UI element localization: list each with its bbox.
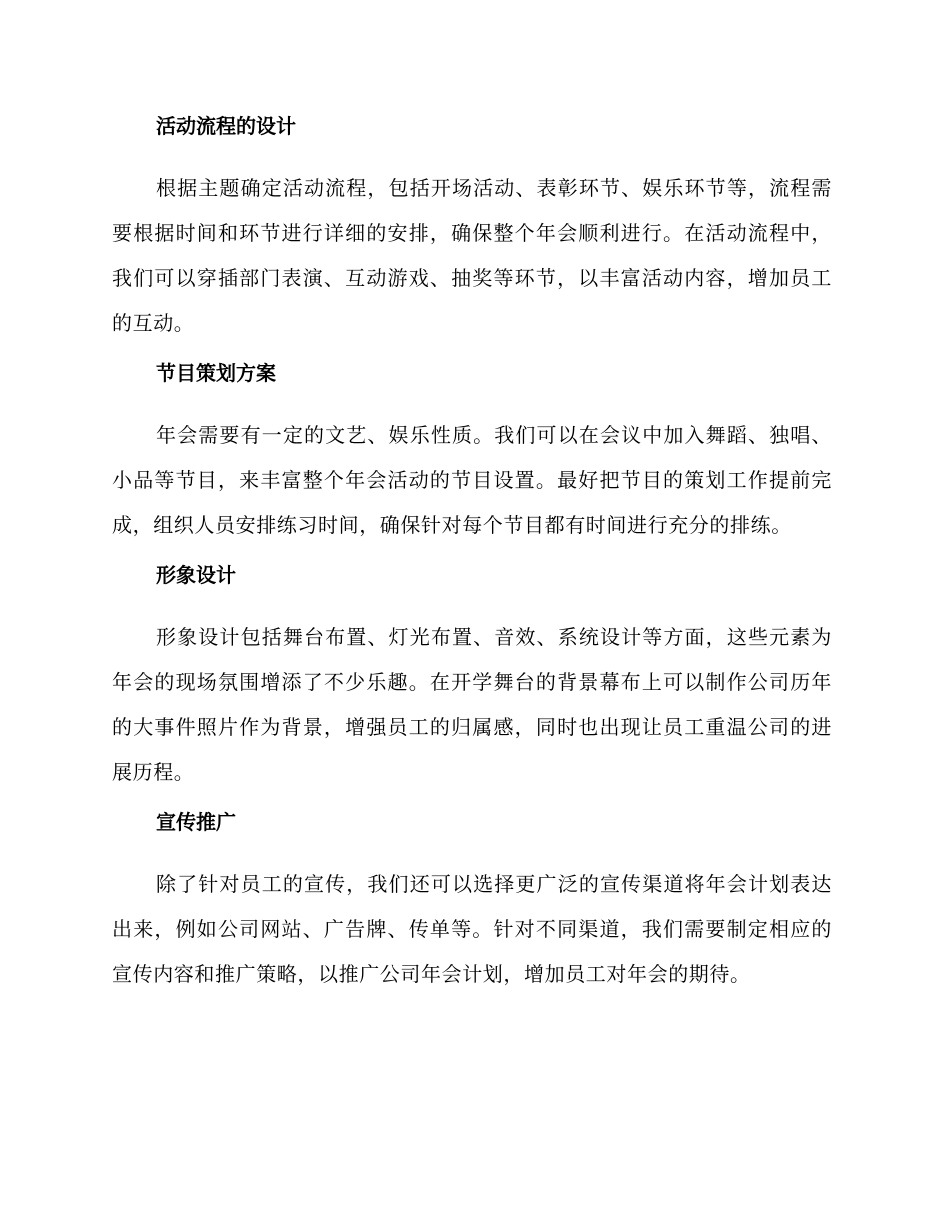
section-body-promotion: 除了针对员工的宣传，我们还可以选择更广泛的宣传渠道将年会计划表达出来，例如公司网站、广告牌、传单等。针对不同渠道，我们需要制定相应的宣传内容和推广策略，以推广公司年会计划，增加员工对年会的期待。 xyxy=(112,872,832,986)
section-heading-program-planning: 节目策划方案 xyxy=(156,361,276,385)
section-heading-image-design: 形象设计 xyxy=(156,563,236,587)
section-body-activity-flow: 根据主题确定活动流程，包括开场活动、表彰环节、娱乐环节等，流程需要根据时间和环节进行详细的安排，确保整个年会顺利进行。在活动流程中，我们可以穿插部门表演、互动游戏、抽奖等环节，以丰富活动内容，增加员工的互动。 xyxy=(112,176,832,335)
section-heading-activity-flow: 活动流程的设计 xyxy=(156,114,296,138)
section-body-program-planning: 年会需要有一定的文艺、娱乐性质。我们可以在会议中加入舞蹈、独唱、小品等节目，来丰富整个年会活动的节目设置。最好把节目的策划工作提前完成，组织人员安排练习时间，确保针对每个节目都有时间进行充分的排练。 xyxy=(112,423,832,537)
section-body-image-design: 形象设计包括舞台布置、灯光布置、音效、系统设计等方面，这些元素为年会的现场氛围增添了不少乐趣。在开学舞台的背景幕布上可以制作公司历年的大事件照片作为背景，增强员工的归属感，同时也出现让员工重温公司的进展历程。 xyxy=(112,625,832,784)
section-heading-promotion: 宣传推广 xyxy=(156,810,236,834)
